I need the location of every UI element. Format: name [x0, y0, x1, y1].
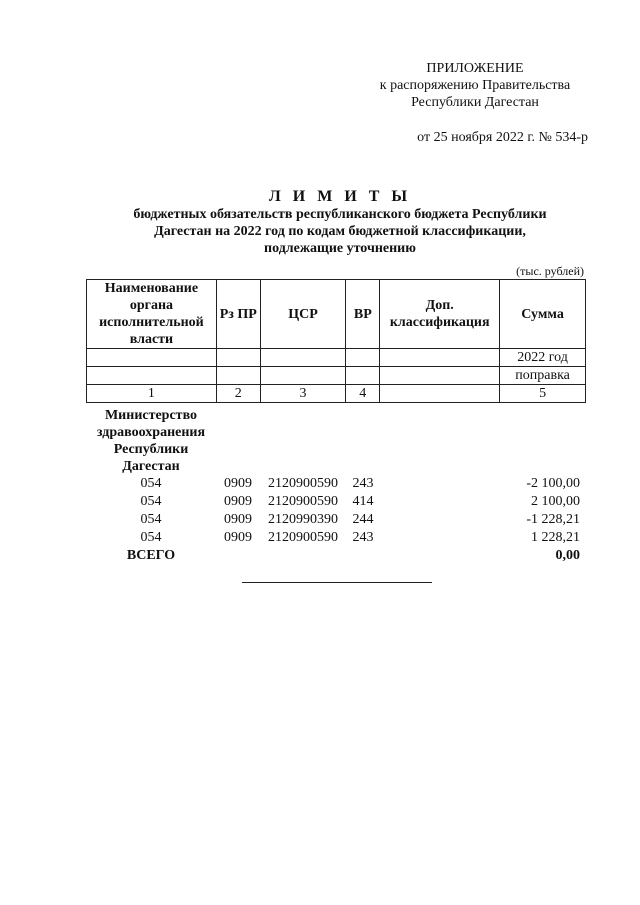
col-number: 3 — [260, 385, 346, 403]
limits-table — [86, 279, 586, 403]
cell-vr: 243 — [352, 476, 374, 491]
cell-rz: 0909 — [224, 512, 252, 527]
cell-sum: -2 100,00 — [526, 476, 580, 491]
title-line-2: Дагестан на 2022 год по кодам бюджетной классификации, — [154, 224, 526, 239]
cell-rz: 0909 — [224, 530, 252, 545]
header-sum: Сумма — [500, 280, 586, 349]
cell-code: 054 — [140, 476, 162, 491]
cell-csr: 2120900590 — [268, 476, 338, 491]
year-cell: 2022 год — [500, 349, 586, 367]
table-row — [86, 493, 586, 511]
table-row — [86, 529, 586, 547]
total-row — [86, 547, 586, 565]
table-row-year — [87, 349, 586, 367]
cell-sum: -1 228,21 — [526, 512, 580, 527]
table-row-amendment — [87, 367, 586, 385]
table-row — [86, 475, 586, 493]
unit-label: (тыс. рублей) — [516, 264, 584, 278]
col-number — [380, 385, 500, 403]
amendment-cell: поправка — [500, 367, 586, 385]
total-sum: 0,00 — [555, 548, 580, 563]
appendix-line-1: к распоряжению Правительства — [379, 78, 571, 93]
cell-csr: 2120900590 — [268, 494, 338, 509]
closing-rule — [242, 582, 432, 583]
title-line-3: подлежащие уточнению — [264, 241, 416, 256]
cell-vr: 243 — [352, 530, 374, 545]
appendix-line-2: Республики Дагестан — [411, 95, 539, 110]
table-header-row — [87, 280, 586, 349]
cell-code: 054 — [140, 494, 162, 509]
appendix-date: от 25 ноября 2022 г. № 534-р — [417, 130, 588, 145]
header-org: Наименование органа исполнительной власти — [87, 280, 217, 349]
col-number: 4 — [346, 385, 380, 403]
cell-vr: 414 — [352, 494, 374, 509]
col-number: 1 — [87, 385, 217, 403]
total-label: ВСЕГО — [126, 548, 176, 563]
org-name: Министерство здравоохранения Республики Дагестан — [96, 408, 206, 474]
cell-rz: 0909 — [224, 476, 252, 491]
title-main: Л И М И Т Ы — [268, 188, 412, 205]
header-rz: Рз ПР — [216, 280, 260, 349]
data-rows — [86, 475, 586, 565]
header-dop: Доп. классификация — [380, 280, 500, 349]
cell-sum: 2 100,00 — [531, 494, 580, 509]
title-line-1: бюджетных обязательств республиканского бюджета Республики — [133, 207, 547, 222]
col-number: 2 — [216, 385, 260, 403]
header-vr: ВР — [346, 280, 380, 349]
appendix-title: ПРИЛОЖЕНИЕ — [426, 61, 524, 76]
table-row — [86, 511, 586, 529]
col-number: 5 — [500, 385, 586, 403]
table-body — [86, 407, 586, 565]
cell-csr: 2120990390 — [268, 512, 338, 527]
appendix-block — [340, 60, 610, 146]
cell-code: 054 — [140, 512, 162, 527]
document-title — [60, 188, 620, 257]
cell-csr: 2120900590 — [268, 530, 338, 545]
header-csr: ЦСР — [260, 280, 346, 349]
cell-rz: 0909 — [224, 494, 252, 509]
cell-sum: 1 228,21 — [531, 530, 580, 545]
table-row-numbers — [87, 385, 586, 403]
cell-code: 054 — [140, 530, 162, 545]
cell-vr: 244 — [352, 512, 374, 527]
